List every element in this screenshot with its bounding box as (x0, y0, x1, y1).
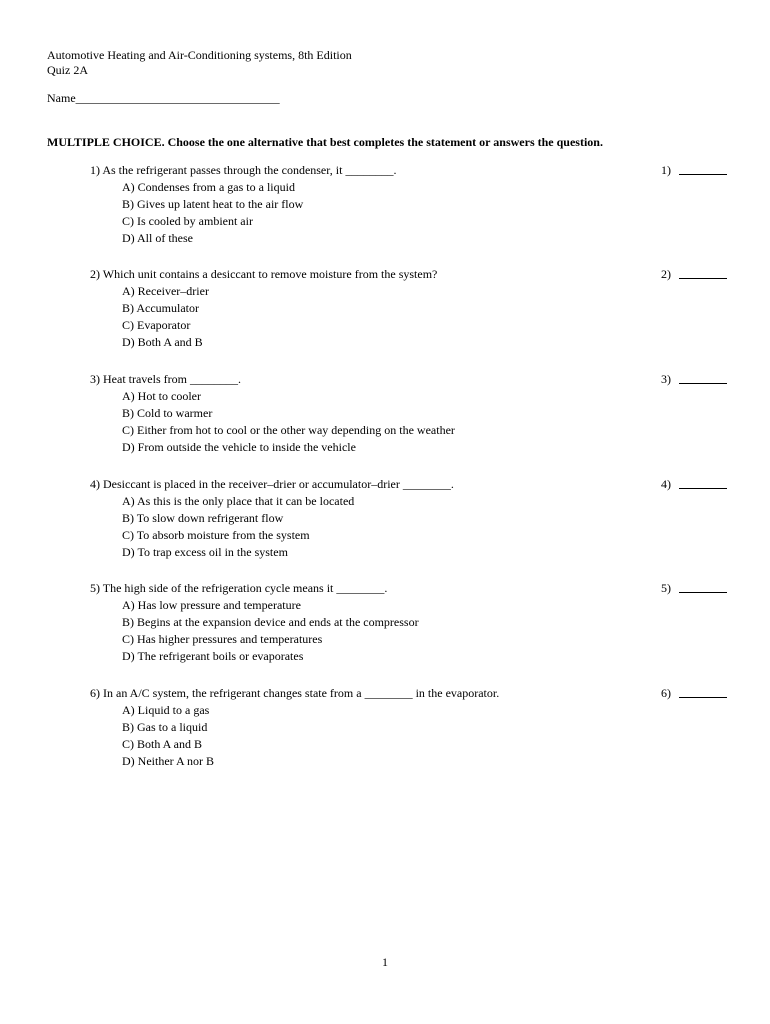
option-b: B) Gives up latent heat to the air flow (122, 197, 304, 211)
option-d: D) From outside the vehicle to inside the vehicle (122, 440, 356, 454)
page-number: 1 (382, 955, 388, 969)
option-c: C) Is cooled by ambient air (122, 214, 253, 228)
answer-number: 4) (661, 477, 671, 491)
answer-slot (661, 266, 727, 283)
answer-blank (679, 162, 727, 175)
option-b: B) To slow down refrigerant flow (122, 511, 284, 525)
question-stem: 1) As the refrigerant passes through the condenser, it ________. (90, 163, 397, 177)
option-b: B) Gas to a liquid (122, 720, 208, 734)
document-title: Automotive Heating and Air-Conditioning systems, 8th Edition (47, 48, 352, 62)
option-b: B) Accumulator (122, 301, 199, 315)
option-c: C) Evaporator (122, 318, 191, 332)
option-a: A) As this is the only place that it can be located (122, 494, 355, 508)
option-c: C) Has higher pressures and temperatures (122, 632, 323, 646)
answer-number: 1) (661, 163, 671, 177)
question-6 (90, 685, 730, 770)
answer-slot (661, 371, 727, 388)
answer-number: 3) (661, 372, 671, 386)
answer-slot (661, 162, 727, 179)
option-c: C) To absorb moisture from the system (122, 528, 310, 542)
answer-blank (679, 580, 727, 593)
question-2 (90, 266, 730, 351)
question-4 (90, 476, 730, 561)
option-d: D) The refrigerant boils or evaporates (122, 649, 304, 663)
option-a: A) Condenses from a gas to a liquid (122, 180, 295, 194)
option-b: B) Begins at the expansion device and ends at the compressor (122, 615, 419, 629)
option-a: A) Has low pressure and temperature (122, 598, 301, 612)
answer-blank (679, 266, 727, 279)
answer-blank (679, 685, 727, 698)
question-stem: 4) Desiccant is placed in the receiver–drier or accumulator–drier ________. (90, 477, 454, 491)
option-a: A) Liquid to a gas (122, 703, 210, 717)
question-stem: 5) The high side of the refrigeration cycle means it ________. (90, 581, 388, 595)
question-stem: 3) Heat travels from ________. (90, 372, 241, 386)
question-3 (90, 371, 730, 456)
answer-slot (661, 580, 727, 597)
option-d: D) To trap excess oil in the system (122, 545, 288, 559)
answer-number: 2) (661, 267, 671, 281)
answer-slot (661, 476, 727, 493)
question-stem: 6) In an A/C system, the refrigerant changes state from a ________ in the evaporator. (90, 686, 500, 700)
answer-number: 5) (661, 581, 671, 595)
instructions: MULTIPLE CHOICE. Choose the one alternative that best completes the statement or answers the question. (47, 135, 603, 149)
option-c: C) Both A and B (122, 737, 203, 751)
option-a: A) Hot to cooler (122, 389, 201, 403)
option-a: A) Receiver–drier (122, 284, 209, 298)
name-field-line: Name__________________________________ (47, 91, 280, 105)
question-stem: 2) Which unit contains a desiccant to remove moisture from the system? (90, 267, 438, 281)
quiz-label: Quiz 2A (47, 63, 88, 77)
answer-number: 6) (661, 686, 671, 700)
answer-slot (661, 685, 727, 702)
option-d: D) All of these (122, 231, 193, 245)
question-1 (90, 162, 730, 247)
option-b: B) Cold to warmer (122, 406, 213, 420)
answer-blank (679, 476, 727, 489)
answer-blank (679, 371, 727, 384)
option-d: D) Neither A nor B (122, 754, 214, 768)
question-5 (90, 580, 730, 665)
option-d: D) Both A and B (122, 335, 203, 349)
option-c: C) Either from hot to cool or the other way depending on the weather (122, 423, 455, 437)
